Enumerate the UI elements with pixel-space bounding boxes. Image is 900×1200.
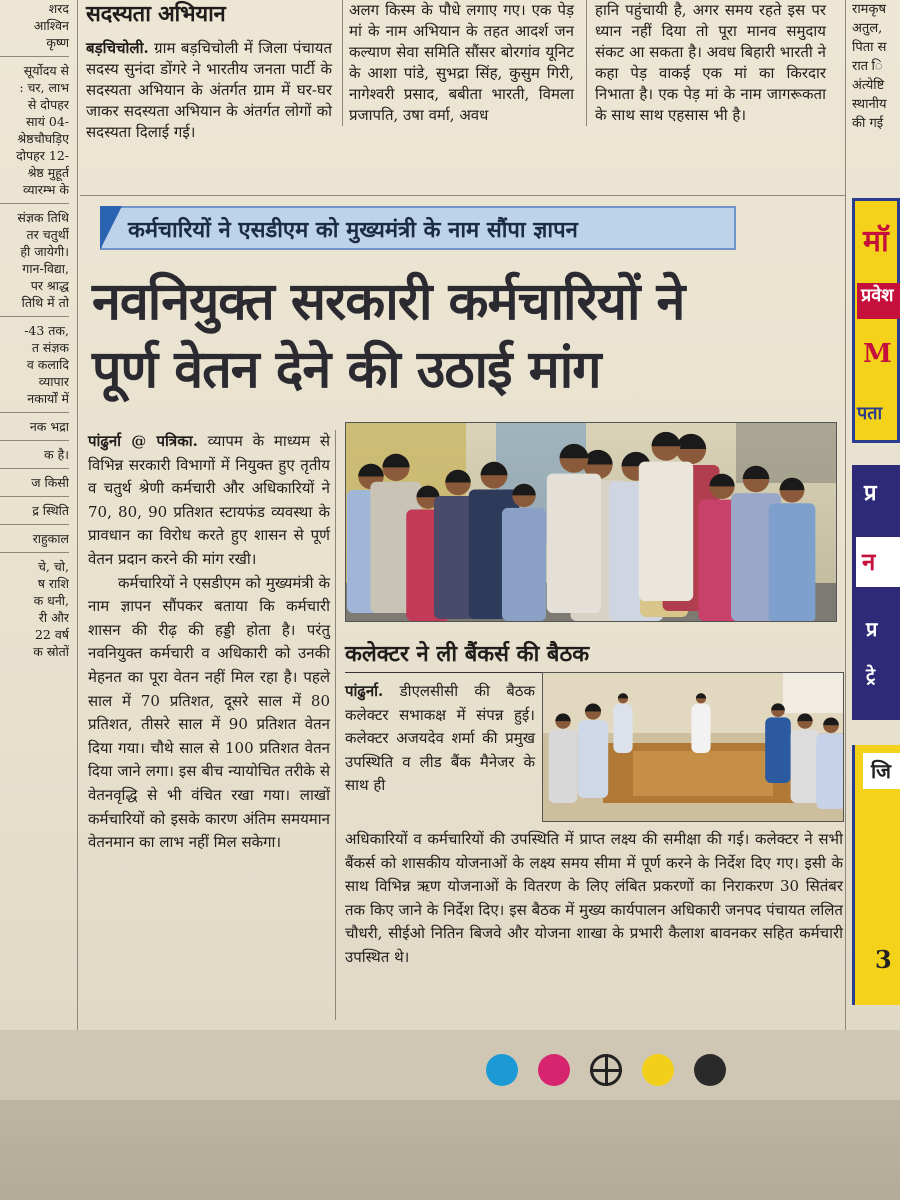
paper-fold-shadow [0,1100,900,1200]
left-column-line: ही जायेगी। [20,244,69,259]
cyan-registration-mark [486,1054,518,1086]
left-column-line: तिथि में तो [21,295,69,310]
person-figure [791,729,820,803]
right-column-line: अंत्येष्टि [852,78,885,93]
left-column-divider [0,56,69,57]
left-column-line: शरद [48,1,69,16]
person-figure [502,508,546,621]
meeting-photo-image [543,673,844,822]
ad-text: प्र [864,480,877,506]
left-column-divider [0,316,69,317]
main-story-paragraph [88,430,330,572]
person-figure [765,717,791,783]
membership-dateline: बड़चिचोली. [86,39,149,57]
employees-group-photo [345,422,837,622]
left-column-line: कृष्ण [46,35,69,50]
left-column-line: : चर, लाभ [19,80,69,95]
left-column-line: -43 तक, [24,323,69,338]
banner-accent [100,206,122,250]
bankers-dateline: पांढुर्ना. [345,682,384,700]
advertisement-yellow [852,198,900,443]
left-column-line: से दोपहर [27,97,69,112]
left-column-line: 22 वर्ष [34,627,69,642]
left-column-line: त संज्ञक [31,340,69,355]
left-column-divider [0,203,69,204]
main-story-dateline: पांढुर्ना @ पत्रिका. [88,432,198,450]
left-column-line: व्यापार [38,374,69,389]
right-column-line: अतुल, [852,21,883,36]
membership-text [86,38,332,143]
left-column-divider [0,468,69,469]
left-column-divider [0,524,69,525]
membership-story [86,0,332,143]
left-column-line: तर चतुर्थी [26,227,69,242]
advertisement-yellow-bottom [852,745,900,1005]
left-column-line: क धनी, [33,593,69,608]
left-column-divider [0,412,69,413]
tree-mother-text: हानि पहुंचायी है, अगर समय रहते इस पर ध्यान नहीं दिया तो पूरा मानव समुदाय संकट आ सकता है। अवध बिहारी भारती ने कहा पेड़ वाकई एक मां का किरदार निभाता है। एक पेड़ मां के नाम जागरूकता के साथ साथ एहसास भी है। [595,1,826,124]
left-column-divider [0,552,69,553]
main-story-text: व्यापम के माध्यम से विभिन्न सरकारी विभागों में नियुक्त हुए तृतीय व चतुर्थ श्रेणी कर्मचारी और अधिकारियों ने 70, 80, 90 प्रतिशत स्टायफंड व्यवस्था के प्रावधान का विरोध करते हुए शासन से पूर्ण वेतन प्रदान करने की मांग रखी। [88,432,330,568]
main-headline [92,268,832,404]
headline-line-2: पूर्ण वेतन देने की उठाई मांग [92,340,601,400]
right-column-line: रामकृष [852,2,886,17]
person-figure [816,734,844,809]
right-column-line: रात ि [852,59,883,74]
left-column-line: दोपहर 12- [16,148,69,163]
left-column-line: चे, चो, [37,559,69,574]
ad-text: ट्रे [866,665,876,686]
left-column-line: क है। [44,447,69,462]
main-story-paragraph: कर्मचारियों ने एसडीएम को मुख्यमंत्री के नाम ज्ञापन सौंपकर बताया कि कर्मचारी शासन की रीढ़ की हड्डी होता है। परंतु नवनियुक्त कर्मचारी व अधिकारी को उनकी मेहनत का पूरा वेतन नहीं मिल रहा है। पहले साल में 70 प्रतिशत, दूसरे साल में 80 प्रतिशत, तीसरे साल में 90 प्रतिशत वेतन दिया गया। चौथे साल से 100 प्रतिशत वेतन दिया जाने लगा। इस बीच न्यायोचित तरीके से वेतनवृद्धि से भी वंचित रखा गया। लाखों कर्मचारियों को इसके कारण अंतिम समयमान वेतनमान का लाभ नहीं मिल सकेगा। [88,573,330,852]
person-figure [578,720,608,798]
person-figure [769,503,816,622]
left-column-line: आश्विन [33,18,69,33]
left-column-line: श्रेष्ठ मुहूर्त [27,165,69,180]
ad-text: 3 [875,945,892,974]
story-kicker-banner [100,206,736,250]
left-column-line: गान-विद्या, [22,261,69,276]
membership-body: ग्राम बड़चिचोली में जिला पंचायत सदस्य सुनंदा डोंगरे ने भारतीय जनता पार्टी के सदस्यता अभियान के अंतर्गत ग्राम में घर-घर जाकर सदस्यता अभियान के अंतर्गत लोगों को सदस्यता दिलाई गई। [86,39,332,141]
tree-plantation-story [342,0,574,126]
left-column-line: द्र स्थिति [32,503,69,518]
left-column-divider [0,496,69,497]
ad-text: M [863,339,892,369]
left-column-line: नक भद्रा [29,419,69,434]
bankers-story-intro [345,680,535,798]
advertisement-navy [852,465,900,720]
divider [80,195,845,196]
ad-text: न [856,537,900,587]
left-column-line: व्यारम्भ के [23,182,69,197]
crosshair-registration-mark [590,1054,622,1086]
left-column-line: नकार्यों में [27,391,69,406]
person-figure [549,729,578,803]
person-figure [691,704,710,753]
group-photo-image [346,423,837,622]
main-story-body [88,430,330,855]
ad-text: प्रवेश [857,283,900,319]
left-column-line: पर श्राद्ध [30,278,69,293]
person-figure [547,474,601,613]
left-column-line: री और [38,610,69,625]
left-column-astrology [0,0,78,1030]
membership-heading: सदस्यता अभियान [86,2,226,27]
left-column-line: ष राशि [37,576,69,591]
right-column-line: स्थानीय [852,97,887,112]
right-column-line: की गई [852,116,884,131]
left-column-line: ज किसी [31,475,69,490]
column-divider [335,430,336,1020]
magenta-registration-mark [538,1054,570,1086]
left-column-line: सूर्योदय से [23,63,69,78]
tree-plantation-text: अलग किस्म के पौधे लगाए गए। एक पेड़ मां के नाम अभियान के तहत आदर्श जन कल्याण सेवा समिति सौंसर बोरगांव यूनिट के आशा पांडे, सुभद्रा सिंह, कुसुम गिरी, नागेश्वरी प्रसाद, बबीता भारती, विमला प्रजापति, उषा वर्मा, अवध [349,1,574,124]
ad-text: पता [857,403,883,424]
left-column-line: सायं 04- [25,114,69,129]
black-registration-mark [694,1054,726,1086]
person-figure [613,704,632,753]
headline-line-1: नवनियुक्त सरकारी कर्मचारियों ने [92,272,685,332]
left-column-line: श्रेष्ठचौघड़िए [17,131,69,146]
tree-mother-story [586,0,826,126]
banner-text: कर्मचारियों ने एसडीएम को मुख्यमंत्री के नाम सौंपा ज्ञापन [128,218,578,243]
yellow-registration-mark [642,1054,674,1086]
bankers-intro-text: डीएलसीसी की बैठक कलेक्टर सभाकक्ष में संपन्न हुई। कलेक्टर अजयदेव शर्मा की प्रमुख उपस्थिति व लीड बैंक मैनेजर के साथ ही [345,682,535,795]
bankers-meeting-headline: कलेक्टर ने ली बैंकर्स की बैठक [345,640,685,673]
left-column-line: राहुकाल [32,531,69,546]
left-column-line: क स्रोतों [33,644,69,659]
right-column-line: पिता स [852,40,887,55]
bankers-story-body: अधिकारियों व कर्मचारियों की उपस्थिति में प्राप्त लक्ष्य की समीक्षा की गई। कलेक्टर ने सभी बैंकर्स को शासकीय योजनाओं के लक्ष्य समय सीमा में पूर्ण करने के निर्देश दिए गए। इसी के साथ विभिन्न ऋण योजनाओं के वितरण के लिए लंबित प्रकरणों का निराकरण 30 सितंबर तक किए जाने के निर्देश दिए। इस बैठक में मुख्य कार्यपालन अधिकारी जनपद पंचायत ललित चौधरी, सीईओ नितिन बिजवे और योजना शाखा के प्रभारी कैलाश बावनकर सहित कर्मचारी उपस्थित थे। [345,830,843,966]
ad-text: जि [863,753,900,789]
left-column-line: संज्ञक तिथि [17,210,69,225]
top-strip [80,0,845,192]
left-column-divider [0,440,69,441]
person-figure [639,462,693,601]
ad-text: प्र [866,617,878,641]
ad-text: मॉ [863,224,889,259]
bankers-meeting-photo [542,672,844,822]
left-column-line: व कलादि [26,357,69,372]
